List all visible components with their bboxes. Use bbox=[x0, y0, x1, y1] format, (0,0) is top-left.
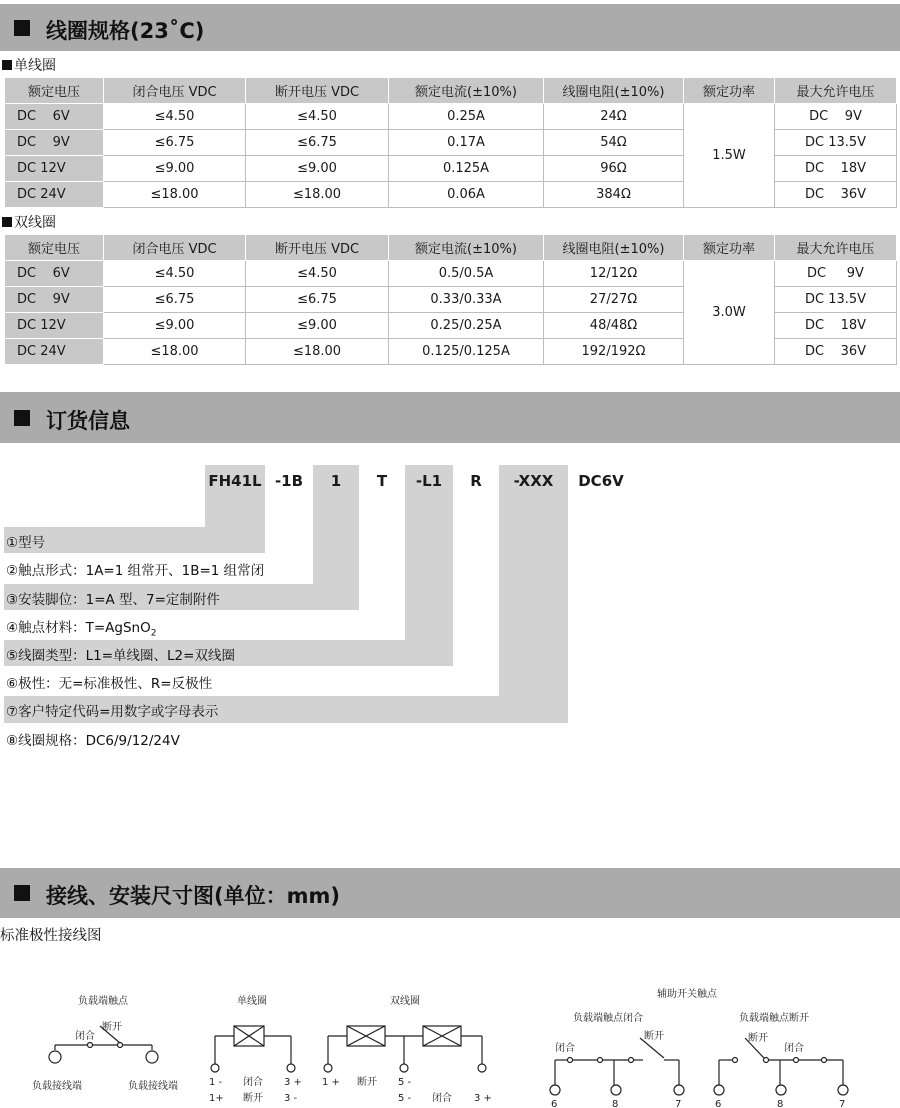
load-terminal-label-left: 负载接线端 bbox=[32, 1081, 82, 1092]
single-coil-label: 单线圈 bbox=[2, 55, 56, 75]
pin-label: 1 + bbox=[322, 1077, 340, 1088]
single-coil-symbol bbox=[211, 1026, 295, 1072]
pin-label: 1 - bbox=[209, 1077, 223, 1088]
load-contact-close-label: 负载端触点闭合 bbox=[573, 1013, 643, 1024]
close-voltage-cell: ≤6.75 bbox=[104, 130, 246, 156]
square-bullet-icon bbox=[14, 20, 30, 36]
column-header: 额定电压 bbox=[5, 235, 104, 261]
load-contact-open-label: 负载端触点断开 bbox=[739, 1013, 809, 1024]
resistance-cell: 27/27Ω bbox=[544, 287, 684, 313]
code-part-polarity: R bbox=[470, 472, 482, 490]
rated-voltage-cell: DC 9V bbox=[5, 130, 104, 156]
rated-voltage-cell: DC 24V bbox=[5, 182, 104, 208]
open-label: 断开 bbox=[748, 1033, 768, 1044]
open-voltage-cell: ≤4.50 bbox=[246, 104, 389, 130]
rated-voltage-cell: DC 24V bbox=[5, 339, 104, 365]
aux-contact-open-symbol bbox=[714, 1038, 848, 1095]
column-header: 额定电流(±10%) bbox=[389, 235, 544, 261]
max-voltage-cell: DC 9V bbox=[775, 261, 897, 287]
close-voltage-cell: ≤18.00 bbox=[104, 182, 246, 208]
close-label: 闭合 bbox=[243, 1077, 263, 1088]
current-cell: 0.5/0.5A bbox=[389, 261, 544, 287]
open-voltage-cell: ≤18.00 bbox=[246, 339, 389, 365]
close-voltage-cell: ≤6.75 bbox=[104, 287, 246, 313]
column-header: 额定电流(±10%) bbox=[389, 78, 544, 104]
section-title: 订货信息 bbox=[46, 409, 130, 433]
column-header: 最大允许电压 bbox=[775, 78, 897, 104]
section-header-wiring bbox=[0, 868, 900, 918]
max-voltage-cell: DC 18V bbox=[775, 313, 897, 339]
current-cell: 0.33/0.33A bbox=[389, 287, 544, 313]
current-cell: 0.25A bbox=[389, 104, 544, 130]
double-coil-symbol bbox=[324, 1026, 486, 1072]
code-part-coil-spec: DC6V bbox=[578, 472, 624, 490]
square-bullet-icon bbox=[14, 410, 30, 426]
close-label: 闭合 bbox=[432, 1093, 452, 1104]
rated-voltage-cell: DC 9V bbox=[5, 287, 104, 313]
rated-voltage-cell: DC 12V bbox=[5, 313, 104, 339]
column-header: 最大允许电压 bbox=[775, 235, 897, 261]
table-row bbox=[5, 104, 897, 130]
open-voltage-cell: ≤9.00 bbox=[246, 156, 389, 182]
double-coil-table bbox=[4, 234, 897, 365]
pin-label: 8 bbox=[777, 1099, 784, 1108]
close-voltage-cell: ≤4.50 bbox=[104, 104, 246, 130]
resistance-cell: 96Ω bbox=[544, 156, 684, 182]
resistance-cell: 24Ω bbox=[544, 104, 684, 130]
close-label: 闭合 bbox=[555, 1043, 575, 1054]
open-voltage-cell: ≤6.75 bbox=[246, 287, 389, 313]
max-voltage-cell: DC 13.5V bbox=[775, 130, 897, 156]
max-voltage-cell: DC 36V bbox=[775, 182, 897, 208]
double-coil-label: 双线圈 bbox=[390, 996, 420, 1007]
table-row bbox=[5, 261, 897, 287]
section-header-coil-spec bbox=[0, 4, 900, 51]
order-desc-2: ②触点形式：1A=1 组常开、1B=1 组常闭 bbox=[6, 563, 265, 579]
current-cell: 0.125/0.125A bbox=[389, 339, 544, 365]
single-coil-label: 单线圈 bbox=[237, 996, 267, 1007]
pin-label: 6 bbox=[715, 1099, 722, 1108]
section-title: 接线、安装尺寸图(单位：mm) bbox=[46, 884, 340, 908]
open-label: 断开 bbox=[102, 1022, 122, 1033]
pin-label: 7 bbox=[675, 1099, 682, 1108]
close-voltage-cell: ≤9.00 bbox=[104, 313, 246, 339]
column-header: 线圈电阻(±10%) bbox=[544, 78, 684, 104]
code-part-mount: 1 bbox=[330, 472, 342, 490]
current-cell: 0.25/0.25A bbox=[389, 313, 544, 339]
pin-label: 5 - bbox=[398, 1077, 412, 1088]
close-voltage-cell: ≤4.50 bbox=[104, 261, 246, 287]
column-header: 闭合电压 VDC bbox=[104, 78, 246, 104]
load-terminal-label-right: 负载接线端 bbox=[128, 1081, 178, 1092]
column-header: 线圈电阻(±10%) bbox=[544, 235, 684, 261]
pin-label: 3 + bbox=[284, 1077, 302, 1088]
section-title: 线圈规格(23˚C) bbox=[46, 19, 205, 43]
column-header: 额定电压 bbox=[5, 78, 104, 104]
close-label: 闭合 bbox=[75, 1031, 95, 1042]
pin-label: 8 bbox=[612, 1099, 619, 1108]
single-coil-table bbox=[4, 77, 897, 208]
table-header-row bbox=[5, 235, 897, 261]
open-voltage-cell: ≤18.00 bbox=[246, 182, 389, 208]
wiring-diagram bbox=[0, 940, 900, 1108]
load-contact-label: 负载端触点 bbox=[78, 996, 128, 1007]
code-part-coil-type: -L1 bbox=[415, 472, 443, 490]
code-band-coil bbox=[405, 465, 453, 666]
current-cell: 0.06A bbox=[389, 182, 544, 208]
column-header: 断开电压 VDC bbox=[246, 78, 389, 104]
close-voltage-cell: ≤9.00 bbox=[104, 156, 246, 182]
column-header: 断开电压 VDC bbox=[246, 235, 389, 261]
resistance-cell: 54Ω bbox=[544, 130, 684, 156]
square-bullet-icon bbox=[2, 60, 12, 70]
rated-voltage-cell: DC 6V bbox=[5, 261, 104, 287]
section-header-ordering bbox=[0, 392, 900, 443]
power-cell: 1.5W bbox=[684, 104, 775, 208]
open-label: 断开 bbox=[644, 1031, 664, 1042]
open-voltage-cell: ≤9.00 bbox=[246, 313, 389, 339]
square-bullet-icon bbox=[14, 885, 30, 901]
pin-label: 5 - bbox=[398, 1093, 412, 1104]
resistance-cell: 192/192Ω bbox=[544, 339, 684, 365]
code-part-custom: -XXX bbox=[513, 472, 554, 490]
max-voltage-cell: DC 13.5V bbox=[775, 287, 897, 313]
power-cell: 3.0W bbox=[684, 261, 775, 365]
max-voltage-cell: DC 18V bbox=[775, 156, 897, 182]
order-desc-7: ⑦客户特定代码=用数字或字母表示 bbox=[6, 704, 219, 720]
double-coil-label: 双线圈 bbox=[2, 212, 56, 232]
rated-voltage-cell: DC 6V bbox=[5, 104, 104, 130]
column-header: 额定功率 bbox=[684, 78, 775, 104]
order-desc-8: ⑧线圈规格：DC6/9/12/24V bbox=[6, 733, 180, 749]
max-voltage-cell: DC 36V bbox=[775, 339, 897, 365]
order-desc-5: ⑤线圈类型：L1=单线圈、L2=双线圈 bbox=[6, 648, 235, 664]
rated-voltage-cell: DC 12V bbox=[5, 156, 104, 182]
pin-label: 3 - bbox=[284, 1093, 298, 1104]
close-voltage-cell: ≤18.00 bbox=[104, 339, 246, 365]
square-bullet-icon bbox=[2, 217, 12, 227]
table-header-row bbox=[5, 78, 897, 104]
close-label: 闭合 bbox=[784, 1043, 804, 1054]
open-label: 断开 bbox=[357, 1077, 377, 1088]
pin-label: 1+ bbox=[209, 1093, 224, 1104]
order-desc-4: ④触点材料：T=AgSnO$_2$ bbox=[6, 620, 157, 639]
order-desc-6: ⑥极性：无=标准极性、R=反极性 bbox=[6, 676, 213, 692]
open-voltage-cell: ≤4.50 bbox=[246, 261, 389, 287]
code-part-material: T bbox=[376, 472, 388, 490]
resistance-cell: 384Ω bbox=[544, 182, 684, 208]
pin-label: 3 + bbox=[474, 1093, 492, 1104]
order-desc-3: ③安装脚位：1=A 型、7=定制附件 bbox=[6, 592, 220, 608]
resistance-cell: 48/48Ω bbox=[544, 313, 684, 339]
code-band-custom bbox=[499, 465, 568, 723]
column-header: 额定功率 bbox=[684, 235, 775, 261]
pin-label: 7 bbox=[839, 1099, 846, 1108]
column-header: 闭合电压 VDC bbox=[104, 235, 246, 261]
current-cell: 0.17A bbox=[389, 130, 544, 156]
open-voltage-cell: ≤6.75 bbox=[246, 130, 389, 156]
resistance-cell: 12/12Ω bbox=[544, 261, 684, 287]
current-cell: 0.125A bbox=[389, 156, 544, 182]
order-desc-1: ①型号 bbox=[6, 535, 46, 551]
pin-label: 6 bbox=[551, 1099, 558, 1108]
max-voltage-cell: DC 9V bbox=[775, 104, 897, 130]
wiring-title: 标准极性接线图 bbox=[0, 928, 102, 944]
code-part-model: FH41L bbox=[208, 472, 262, 490]
code-part-contact: -1B bbox=[274, 472, 304, 490]
aux-switch-label: 辅助开关触点 bbox=[657, 989, 717, 1000]
open-label: 断开 bbox=[243, 1093, 263, 1104]
